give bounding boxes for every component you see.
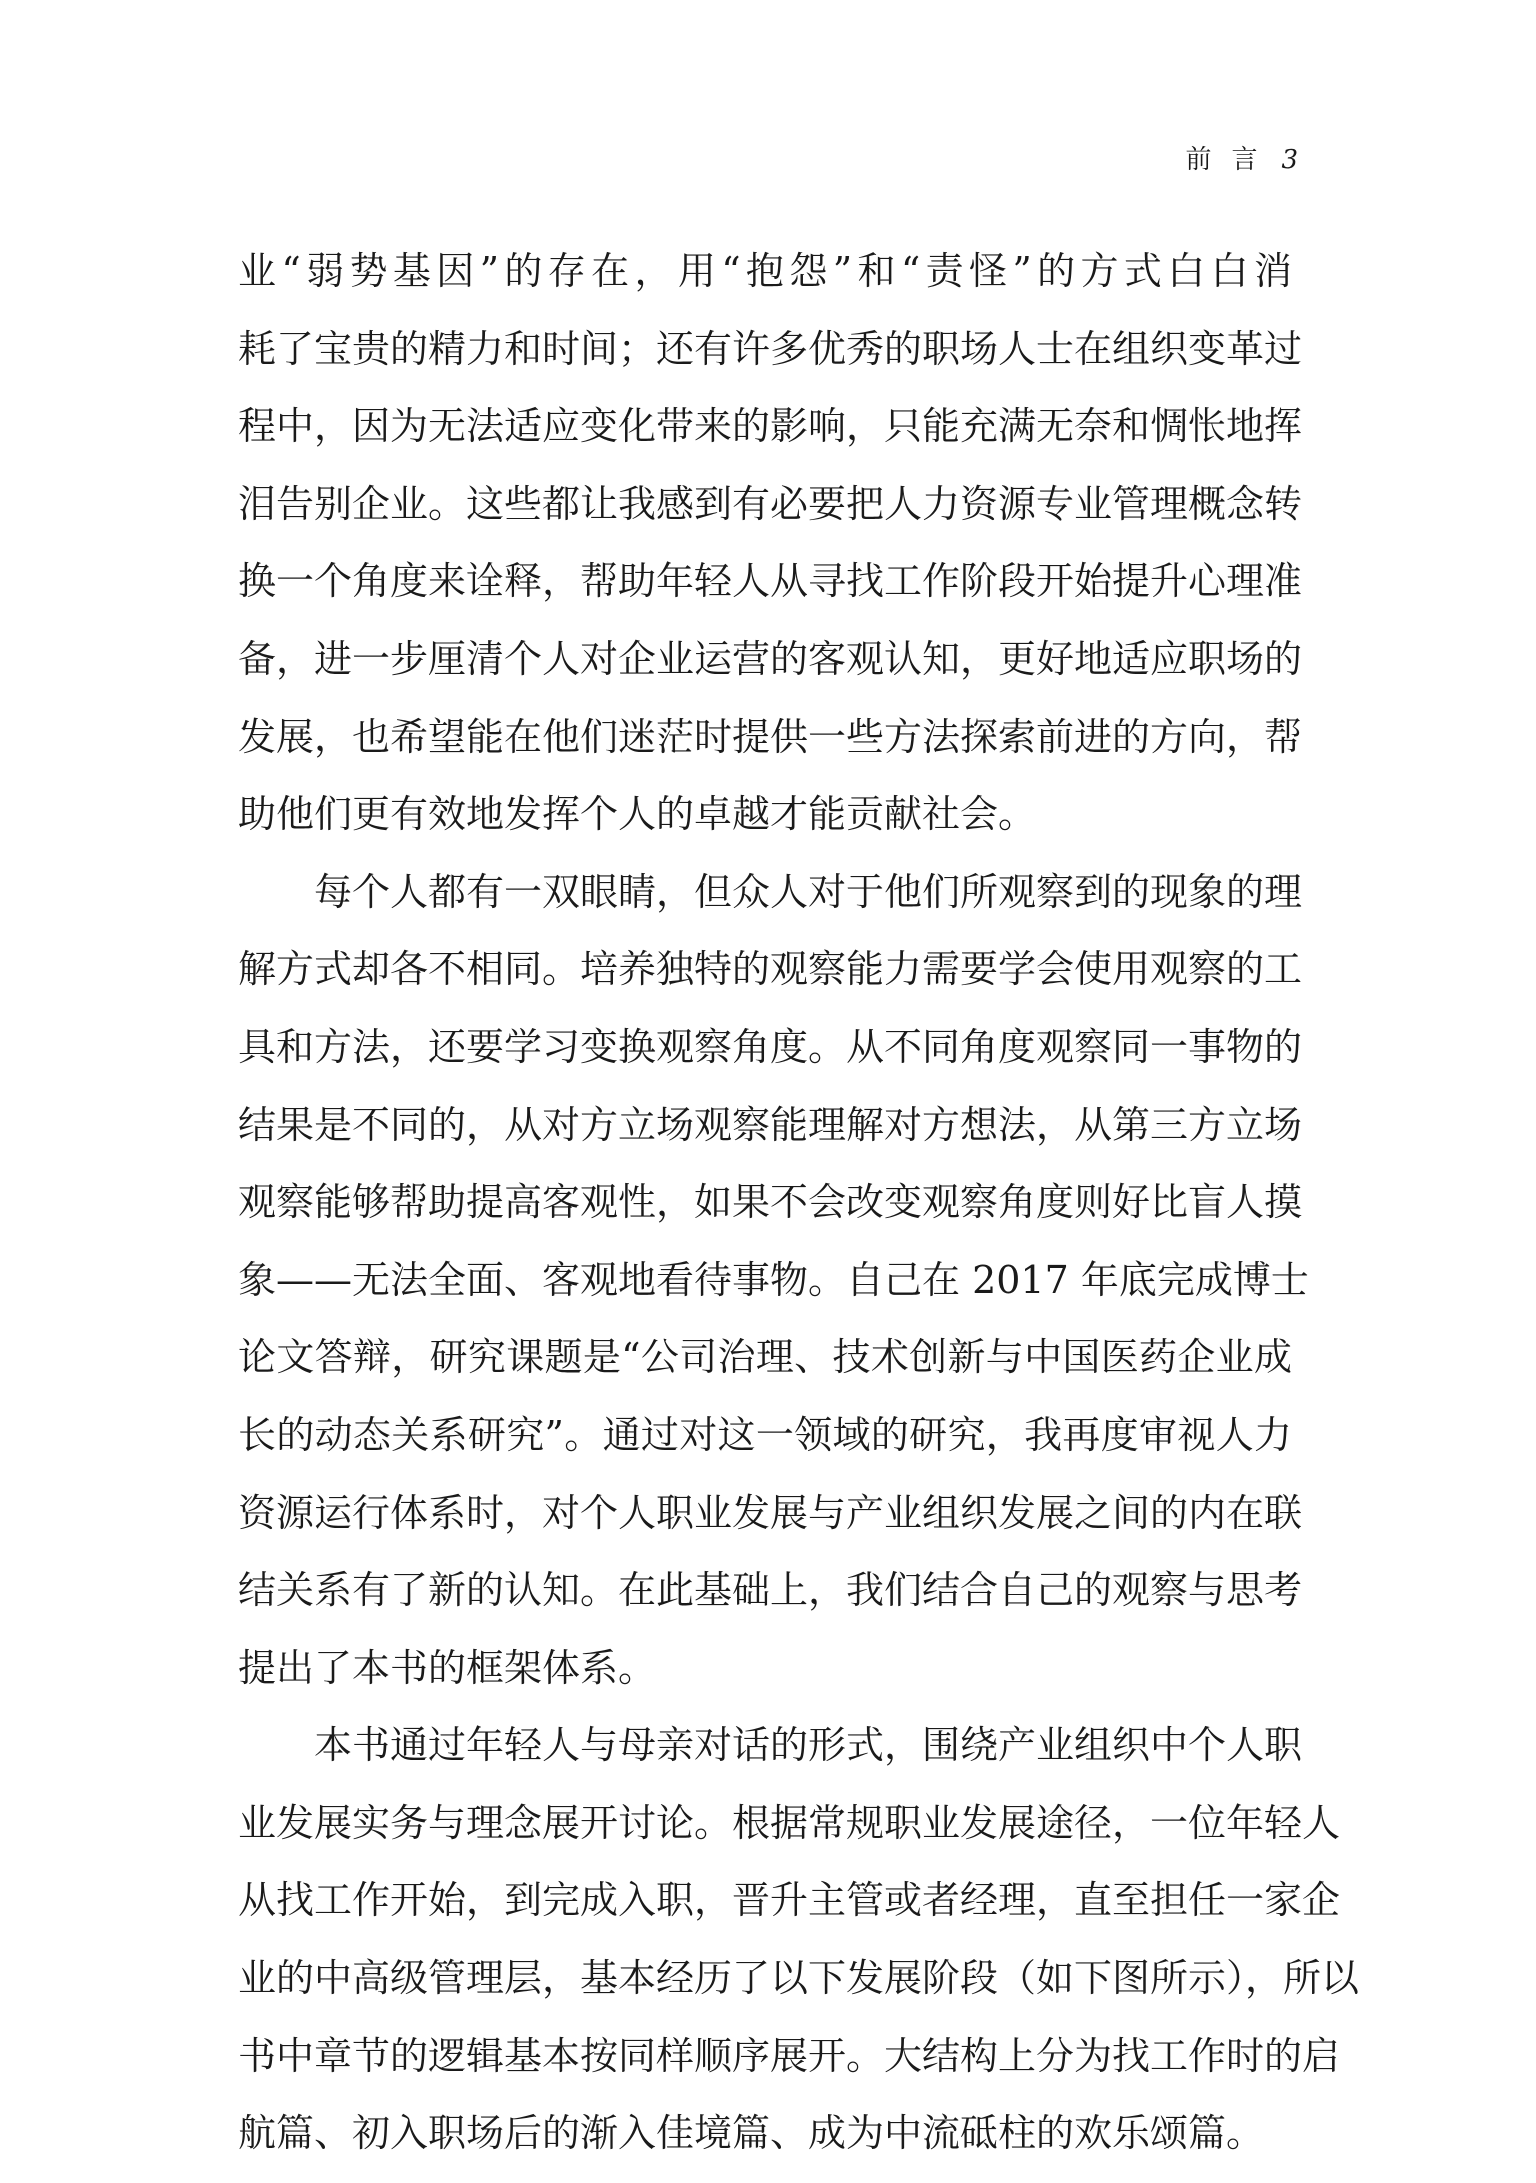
paragraph-2 (238, 864, 1309, 1718)
text-line: 提出了本书的框架体系。 (238, 1645, 657, 1690)
running-head-title: 前言 (1185, 145, 1278, 175)
text-line: 耗了宝贵的精力和时间；还有许多优秀的职场人士在组织变革过 (238, 326, 1303, 371)
text-line: 航篇、初入职场后的渐入佳境篇、成为中流砥柱的欢乐颂篇。 (238, 2111, 1265, 2156)
text-line: 资源运行体系时，对个人职业发展与产业组织发展之间的内在联 (238, 1490, 1303, 1535)
text-line: 换一个角度来诠释，帮助年轻人从寻找工作阶段开始提升心理准 (238, 559, 1303, 604)
paragraph-1 (238, 243, 1303, 864)
page-number: 3 (1281, 145, 1298, 175)
text-line: 象——无法全面、客观地看待事物。自己在 2017 年底完成博士 (238, 1257, 1309, 1302)
text-line: 从找工作开始，到完成入职，晋升主管或者经理，直至担任一家企 (238, 1878, 1341, 1923)
text-line: 发展，也希望能在他们迷茫时提供一些方法探索前进的方向，帮 (238, 714, 1303, 759)
text-line: 具和方法，还要学习变换观察角度。从不同角度观察同一事物的 (238, 1024, 1303, 1069)
text-line: 备，进一步厘清个人对企业运营的客观认知，更好地适应职场的 (238, 636, 1303, 681)
text-line: 泪告别企业。这些都让我感到有必要把人力资源专业管理概念转 (238, 481, 1303, 526)
text-line: 每个人都有一双眼睛，但众人对于他们所观察到的现象的理 (314, 869, 1303, 914)
text-line: 结果是不同的，从对方立场观察能理解对方想法，从第三方立场 (238, 1102, 1303, 1147)
text-line: 观察能够帮助提高客观性，如果不会改变观察角度则好比盲人摸 (238, 1180, 1303, 1225)
text-line: 结关系有了新的认知。在此基础上，我们结合自己的观察与思考 (238, 1568, 1303, 1613)
text-line: 程中，因为无法适应变化带来的影响，只能充满无奈和惆怅地挥 (238, 404, 1303, 449)
text-line: 业发展实务与理念展开讨论。根据常规职业发展途径，一位年轻人 (238, 1800, 1341, 1845)
text-line: 助他们更有效地发挥个人的卓越才能贡献社会。 (238, 792, 1037, 837)
text-line: 长的动态关系研究”。通过对这一领域的研究，我再度审视人力 (238, 1412, 1292, 1457)
text-line: 书中章节的逻辑基本按同样顺序展开。大结构上分为找工作时的启 (238, 2033, 1341, 2078)
running-head (1185, 140, 1298, 180)
paragraph-3 (238, 1717, 1360, 2183)
body-text (238, 243, 1360, 2183)
text-line: 业“弱势基因”的存在，用“抱怨”和“责怪”的方式白白消 (238, 249, 1292, 293)
text-line: 业的中高级管理层，基本经历了以下发展阶段（如下图所示），所以 (238, 1956, 1360, 2001)
text-line: 论文答辩，研究课题是“公司治理、技术创新与中国医药企业成 (238, 1335, 1292, 1380)
text-line: 解方式却各不相同。培养独特的观察能力需要学会使用观察的工 (238, 947, 1303, 992)
text-line: 本书通过年轻人与母亲对话的形式，围绕产业组织中个人职 (314, 1723, 1303, 1768)
